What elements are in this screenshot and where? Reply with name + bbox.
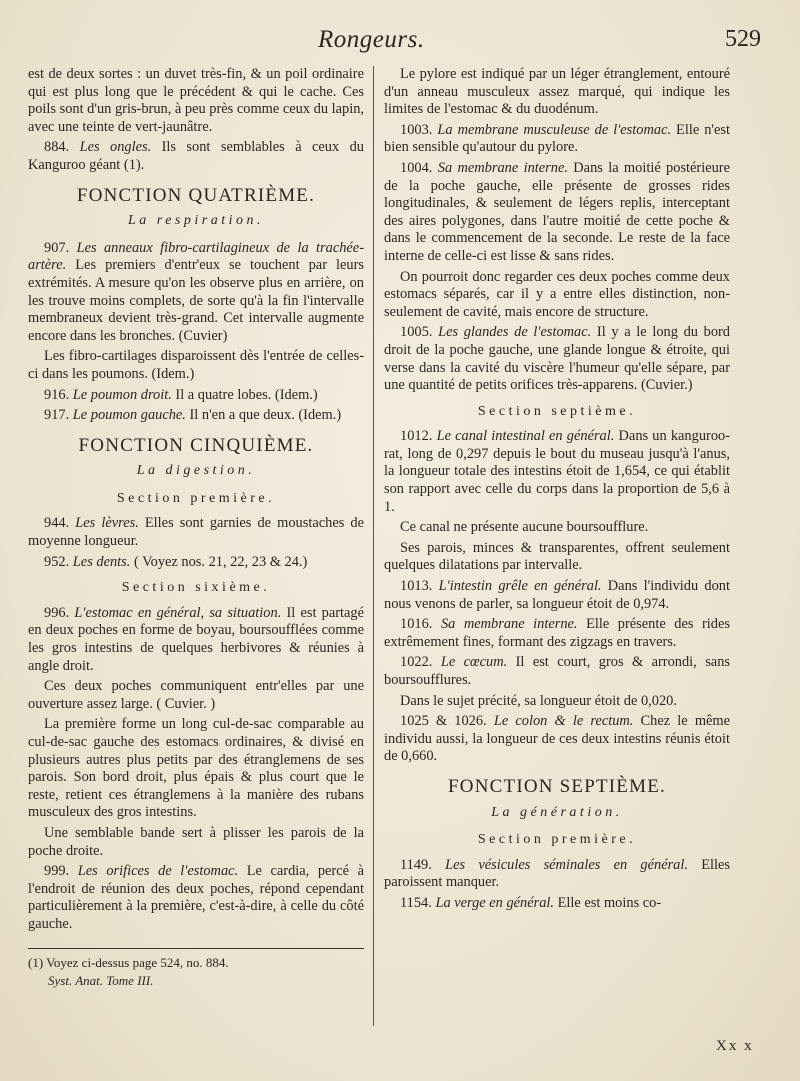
paragraph-text: Elle est moins co- <box>554 894 662 911</box>
function-heading: FONCTION SEPTIÈME. <box>448 775 666 797</box>
paragraph-title: Le poumon droit. <box>72 386 172 403</box>
paragraph-text: Les premiers d'entr'eux se touchent par leurs extrémités. A mesure qu'on les observe plus en arrière, on les trouve moins complets, de sorte qu'à la fin l'intervalle membraneux devient très-grand. Cet intervalle augmente encore dans les bronches. (Cuvier) <box>28 257 364 344</box>
page-header <box>0 24 800 64</box>
left-column <box>28 66 364 991</box>
function-subheading: La génération. <box>491 804 623 820</box>
paragraph-number: 1149. <box>400 856 432 873</box>
paragraph-title: Sa membrane interne. <box>440 616 578 633</box>
paragraph: Une semblable bande sert à plisser les parois de la poche droite. <box>28 824 364 859</box>
paragraph-1004 <box>384 160 730 266</box>
paragraph-number: 1013. <box>400 578 433 595</box>
paragraph-text: Il est partagé en deux poches en forme de boyau, boursoufflées comme les gros intestins de quelques herbivores & réunies à angle droit. <box>28 604 364 674</box>
paragraph: Dans le sujet précité, sa longueur étoit de 0,020. <box>400 692 677 709</box>
paragraph-text: Dans l'individu dont nous venons de parler, sa longueur étoit de 0,974. <box>384 578 731 612</box>
paragraph-number: 907. <box>44 239 70 256</box>
paragraph-999 <box>28 863 364 933</box>
paragraph-1016 <box>384 616 730 651</box>
paragraph-title: L'intestin grêle en général. <box>438 578 602 595</box>
paragraph-996 <box>28 605 364 675</box>
paragraph-text: ( Voyez nos. 21, 22, 23 & 24.) <box>130 553 308 570</box>
paragraph-1154 <box>384 895 730 913</box>
paragraph: Ces deux poches communiquent entr'elles par une ouverture assez large. ( Cuvier. ) <box>28 678 364 712</box>
paragraph: est de deux sortes : un duvet très-fin, & un poil ordinaire qui est plus long que le précédent & qui le cache. Ces poils sont d'un gris-brun, à peu près comme ceux du lapin, avec une teinte de vert-jaunâtre. <box>28 66 364 135</box>
paragraph-952 <box>28 554 364 572</box>
paragraph-title: Sa membrane interne. <box>437 159 568 176</box>
paragraph-944 <box>28 515 364 550</box>
paragraph-text: Il est court, gros & arrondi, sans boursoufflures. <box>384 654 730 688</box>
paragraph: La première forme un long cul-de-sac comparable au cul-de-sac gauche des estomacs ordinaires, & divisé en plusieurs autres plus petits par des étranglemens de ses parois. Son bord droit, plus épais & plus court que le reste, retient ces étranglemens à la manière des rubans musculeux des gros intestins. <box>28 716 364 821</box>
paragraph-text: Elle présente des rides extrêmement fines, formant des zigzags en travers. <box>384 616 730 650</box>
paragraph-907 <box>28 240 364 346</box>
paragraph-916 <box>28 387 364 405</box>
paragraph-number: 1005. <box>400 324 433 341</box>
paragraph-title: Les glandes de l'estomac. <box>438 324 592 341</box>
paragraph-number: 1004. <box>400 159 433 176</box>
paragraph-title: L'estomac en général, sa situation. <box>74 604 282 621</box>
section-heading: Section septième. <box>477 403 637 419</box>
paragraph-number: 917. <box>44 407 70 424</box>
paragraph-text: Chez le même individu aussi, la longueur de ces deux intestins réunis étoit de 0,660. <box>384 713 730 765</box>
page-number: 529 <box>725 26 761 52</box>
function-subheading: La digestion. <box>136 463 256 479</box>
paragraph-number: 1154. <box>400 894 432 911</box>
paragraph-text: Le cardia, percé à l'endroit de réunion des deux poches, répond cependant particulièrement à la première, c'est-à-dire, à celle du côté gauche. <box>28 863 364 932</box>
paragraph-number: 1003. <box>400 121 433 138</box>
paragraph-number: 884. <box>44 139 70 156</box>
paragraph-title: La verge en général. <box>435 894 555 911</box>
function-heading: FONCTION QUATRIÈME. <box>76 184 316 206</box>
paragraph-1149 <box>384 857 730 892</box>
paragraph-text: Ils sont semblables à ceux du Kanguroo géant (1). <box>28 139 364 173</box>
paragraph-title: Les ongles. <box>79 139 152 156</box>
paragraph-title: Les anneaux fibro-cartilagineux de la trachée-artère. <box>28 239 364 274</box>
paragraph: Ce canal ne présente aucune boursoufflure. <box>400 519 649 536</box>
paragraph-number: 999. <box>44 863 70 880</box>
paragraph-title: Les vésicules séminales en général. <box>445 856 688 873</box>
paragraph-text: Elles sont garnies de moustaches de moyenne longueur. <box>28 515 364 550</box>
paragraph: On pourroit donc regarder ces deux poches comme deux estomacs séparés, car il y a entre elles distinction, non-seulement de cavité, mais encore de structure. <box>384 268 730 320</box>
footnote-rule <box>28 948 364 949</box>
function-subheading: La respiration. <box>128 213 264 229</box>
paragraph-title: Les dents. <box>72 553 131 570</box>
paragraph-number: 944. <box>44 515 70 532</box>
function-heading: FONCTION CINQUIÈME. <box>78 434 314 456</box>
paragraph-title: La membrane musculeuse de l'estomac. <box>437 121 672 138</box>
paragraph-title: Le colon & le rectum. <box>493 713 634 730</box>
footnote-reference: Syst. Anat. Tome III. <box>48 972 154 988</box>
paragraph-1005 <box>384 324 730 394</box>
paragraph-text: Il n'en a que deux. (Idem.) <box>185 407 342 424</box>
paragraph-text: Il y a le long du bord droit de la poche gauche, une glande longue & étroite, qui verse dans la cavité du viscère l'humeur qu'elle sépare, par une quantité de petits orifices très-apparens. (Cuvier.) <box>384 324 730 394</box>
paragraph-1012 <box>384 428 730 516</box>
paragraph-1003 <box>384 122 730 157</box>
paragraph-1025 <box>384 713 730 766</box>
paragraph-number: 1025 & 1026. <box>400 713 487 730</box>
paragraph-title: Les orifices de l'estomac. <box>77 863 239 880</box>
paragraph-number: 996. <box>44 604 70 621</box>
paragraph-884 <box>28 139 364 174</box>
section-heading: Section première. <box>116 490 276 506</box>
paragraph-title: Les lèvres. <box>75 515 139 532</box>
paragraph-917 <box>28 407 364 425</box>
paragraph-text: Dans un kanguroo-rat, long de 0,297 depuis le bout du museau jusqu'à l'anus, la longueur totale des intestins étoit de 1,654, ce qui établit son rapport avec celle du corps dans la proportion de 5,6 à 1. <box>384 428 730 515</box>
paragraph-number: 1012. <box>400 428 433 445</box>
paragraph-number: 1022. <box>400 654 433 671</box>
paragraph: Les fibro-cartilages disparoissent dès l'entrée de celles-ci dans les poumons. (Idem.) <box>28 348 364 382</box>
paragraph-number: 916. <box>44 386 70 403</box>
paragraph-number: 952. <box>44 553 70 570</box>
signature-mark: Xx x <box>716 1038 754 1054</box>
column-divider <box>373 66 374 1026</box>
paragraph-text: Elles paroissent manquer. <box>384 856 730 891</box>
paragraph: Le pylore est indiqué par un léger étranglement, entouré d'un anneau musculeux assez marqué, qui indique les limites de l'estomac & du duodénum. <box>384 66 730 118</box>
right-column <box>384 66 730 916</box>
paragraph-text: Il a quatre lobes. (Idem.) <box>171 386 318 403</box>
paragraph-1013 <box>384 578 730 613</box>
paragraph-text: Dans la moitié postérieure de la poche gauche, elle présente de grosses rides longitudinales, & seulement de légers replis, interceptant des aires polygones, dans l'autre moitié de cette poche & dans le commencement de la seconde. Le reste de la face interne de celle-ci est lisse & sans rides. <box>384 159 730 264</box>
paragraph-text: Elle n'est bien sensible qu'autour du pylore. <box>384 121 730 156</box>
paragraph-number: 1016. <box>400 616 433 633</box>
footnote: (1) Voyez ci-dessus page 524, no. 884. <box>28 954 229 970</box>
section-heading: Section sixième. <box>121 580 271 596</box>
running-title: Rongeurs. <box>318 26 425 53</box>
paragraph: Ses parois, minces & transparentes, offrent seulement quelques dilatations par intervalle. <box>384 539 730 574</box>
section-heading: Section première. <box>477 832 637 848</box>
paragraph-1022 <box>384 654 730 689</box>
paragraph-title: Le canal intestinal en général. <box>436 428 615 445</box>
paragraph-title: Le poumon gauche. <box>72 407 186 424</box>
paragraph-title: Le cœcum. <box>440 654 508 671</box>
